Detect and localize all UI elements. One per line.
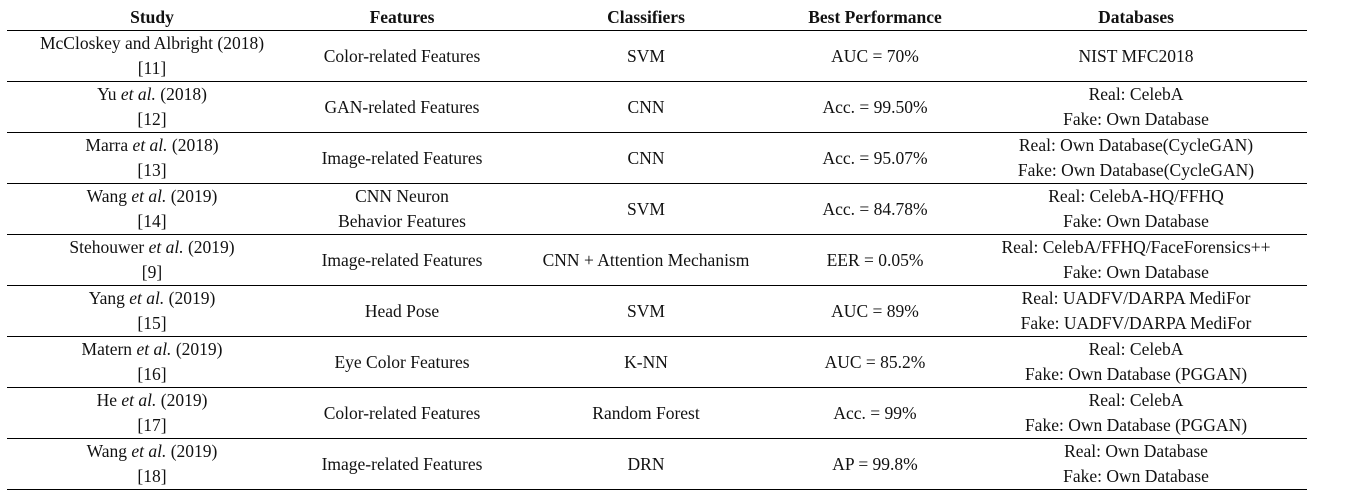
study-author: Marra bbox=[85, 135, 129, 155]
study-reference: [12] bbox=[137, 109, 167, 129]
table-row bbox=[7, 337, 1307, 388]
feature-text: Image-related Features bbox=[321, 147, 483, 168]
header-best-performance: Best Performance bbox=[785, 4, 965, 31]
cell-classifier: Random Forest bbox=[507, 388, 785, 439]
study-author: Yang bbox=[88, 288, 125, 308]
study-author: Stehouwer bbox=[69, 237, 145, 257]
study-reference: [11] bbox=[137, 58, 167, 78]
study-citation bbox=[11, 133, 293, 158]
cell-databases bbox=[965, 439, 1307, 490]
study-citation bbox=[11, 31, 293, 56]
feature-text: Color-related Features bbox=[323, 45, 481, 66]
comparison-table bbox=[7, 4, 1307, 490]
study-et-al: et al. bbox=[121, 390, 157, 410]
cell-classifier: SVM bbox=[507, 31, 785, 82]
database-text: Real: UADFV/DARPA MediFor bbox=[1021, 288, 1251, 308]
header-row bbox=[7, 4, 1307, 31]
cell-databases bbox=[965, 235, 1307, 286]
feature-text: Head Pose bbox=[364, 300, 440, 321]
table-header bbox=[7, 4, 1307, 31]
cell-study bbox=[7, 31, 297, 82]
study-reference: [17] bbox=[137, 415, 167, 435]
cell-databases bbox=[965, 184, 1307, 235]
table-row bbox=[7, 133, 1307, 184]
study-year: (2018) bbox=[171, 135, 219, 155]
study-citation bbox=[11, 184, 293, 209]
study-et-al: et al. bbox=[132, 135, 168, 155]
cell-databases bbox=[965, 31, 1307, 82]
cell-features bbox=[297, 235, 507, 286]
cell-study bbox=[7, 133, 297, 184]
cell-classifier: K-NN bbox=[507, 337, 785, 388]
table-row bbox=[7, 235, 1307, 286]
cell-features bbox=[297, 184, 507, 235]
study-year: (2018) bbox=[160, 84, 207, 104]
study-author: Wang bbox=[86, 186, 127, 206]
header-study: Study bbox=[7, 4, 297, 31]
study-et-al: et al. bbox=[129, 288, 165, 308]
study-et-al: et al. bbox=[120, 84, 156, 104]
feature-text: GAN-related Features bbox=[324, 96, 480, 117]
study-citation bbox=[11, 286, 293, 311]
header-classifiers: Classifiers bbox=[507, 4, 785, 31]
cell-study bbox=[7, 184, 297, 235]
table-row bbox=[7, 31, 1307, 82]
cell-study bbox=[7, 439, 297, 490]
cell-classifier: CNN bbox=[507, 82, 785, 133]
study-author: Matern bbox=[81, 339, 133, 359]
database-text: Real: Own Database(CycleGAN) bbox=[1018, 135, 1254, 155]
study-year: (2019) bbox=[168, 288, 216, 308]
cell-study bbox=[7, 286, 297, 337]
database-text: Fake: UADFV/DARPA MediFor bbox=[1020, 313, 1252, 333]
table-row bbox=[7, 388, 1307, 439]
cell-study bbox=[7, 82, 297, 133]
database-text: Real: CelebA-HQ/FFHQ bbox=[1048, 186, 1224, 206]
study-author: McCloskey and Albright (2018) bbox=[39, 33, 265, 53]
database-text: Real: CelebA bbox=[1088, 84, 1184, 104]
cell-databases bbox=[965, 286, 1307, 337]
cell-best-performance: Acc. = 99.50% bbox=[785, 82, 965, 133]
study-citation bbox=[11, 82, 293, 107]
cell-study bbox=[7, 235, 297, 286]
database-text: Fake: Own Database bbox=[1063, 262, 1209, 282]
header-databases: Databases bbox=[965, 4, 1307, 31]
cell-best-performance: AUC = 85.2% bbox=[785, 337, 965, 388]
cell-classifier: CNN + Attention Mechanism bbox=[507, 235, 785, 286]
study-reference: [9] bbox=[141, 262, 163, 282]
header-features: Features bbox=[297, 4, 507, 31]
cell-classifier: SVM bbox=[507, 184, 785, 235]
study-year: (2019) bbox=[160, 390, 208, 410]
study-author: He bbox=[96, 390, 117, 410]
cell-databases bbox=[965, 82, 1307, 133]
feature-text: Behavior Features bbox=[338, 211, 466, 231]
study-reference: [18] bbox=[137, 466, 167, 486]
study-year: (2019) bbox=[170, 441, 218, 461]
study-citation bbox=[11, 337, 293, 362]
study-author: Yu bbox=[97, 84, 117, 104]
cell-features bbox=[297, 82, 507, 133]
database-text: Fake: Own Database bbox=[1063, 211, 1209, 231]
study-reference: [13] bbox=[137, 160, 167, 180]
table-row bbox=[7, 286, 1307, 337]
database-text: Fake: Own Database bbox=[1063, 109, 1209, 129]
table-row bbox=[7, 439, 1307, 490]
database-text: Real: CelebA/FFHQ/FaceForensics++ bbox=[1001, 237, 1271, 257]
feature-text: Eye Color Features bbox=[334, 351, 470, 372]
cell-features bbox=[297, 388, 507, 439]
study-citation bbox=[11, 235, 293, 260]
study-reference: [14] bbox=[137, 211, 167, 231]
cell-features bbox=[297, 439, 507, 490]
feature-text: Image-related Features bbox=[321, 249, 483, 270]
cell-study bbox=[7, 388, 297, 439]
study-et-al: et al. bbox=[148, 237, 184, 257]
cell-features bbox=[297, 286, 507, 337]
study-year: (2019) bbox=[170, 186, 218, 206]
database-text: Real: CelebA bbox=[1088, 339, 1184, 359]
feature-text: Image-related Features bbox=[321, 453, 483, 474]
feature-text: CNN Neuron bbox=[355, 186, 449, 206]
study-et-al: et al. bbox=[136, 339, 172, 359]
feature-text: Color-related Features bbox=[323, 402, 481, 423]
cell-best-performance: Acc. = 99% bbox=[785, 388, 965, 439]
database-text: Real: CelebA bbox=[1088, 390, 1184, 410]
database-text: NIST MFC2018 bbox=[1078, 45, 1194, 66]
cell-features bbox=[297, 133, 507, 184]
database-text: Fake: Own Database(CycleGAN) bbox=[1017, 160, 1255, 180]
cell-study bbox=[7, 337, 297, 388]
study-author: Wang bbox=[86, 441, 127, 461]
cell-classifier: DRN bbox=[507, 439, 785, 490]
cell-classifier: CNN bbox=[507, 133, 785, 184]
study-reference: [15] bbox=[137, 313, 167, 333]
table-body bbox=[7, 31, 1307, 490]
study-reference: [16] bbox=[137, 364, 167, 384]
study-year: (2019) bbox=[187, 237, 235, 257]
cell-classifier: SVM bbox=[507, 286, 785, 337]
cell-databases bbox=[965, 337, 1307, 388]
cell-databases bbox=[965, 388, 1307, 439]
cell-best-performance: AP = 99.8% bbox=[785, 439, 965, 490]
cell-databases bbox=[965, 133, 1307, 184]
cell-best-performance: Acc. = 95.07% bbox=[785, 133, 965, 184]
table-row bbox=[7, 184, 1307, 235]
table-row bbox=[7, 82, 1307, 133]
cell-best-performance: EER = 0.05% bbox=[785, 235, 965, 286]
study-citation bbox=[11, 388, 293, 413]
cell-best-performance: Acc. = 84.78% bbox=[785, 184, 965, 235]
database-text: Fake: Own Database (PGGAN) bbox=[1024, 415, 1248, 435]
database-text: Fake: Own Database bbox=[1063, 466, 1209, 486]
study-citation bbox=[11, 439, 293, 464]
study-year: (2019) bbox=[175, 339, 223, 359]
study-et-al: et al. bbox=[131, 186, 167, 206]
cell-features bbox=[297, 337, 507, 388]
database-text: Fake: Own Database (PGGAN) bbox=[1024, 364, 1248, 384]
database-text: Real: Own Database bbox=[1064, 441, 1208, 461]
study-et-al: et al. bbox=[131, 441, 167, 461]
cell-features bbox=[297, 31, 507, 82]
cell-best-performance: AUC = 89% bbox=[785, 286, 965, 337]
cell-best-performance: AUC = 70% bbox=[785, 31, 965, 82]
